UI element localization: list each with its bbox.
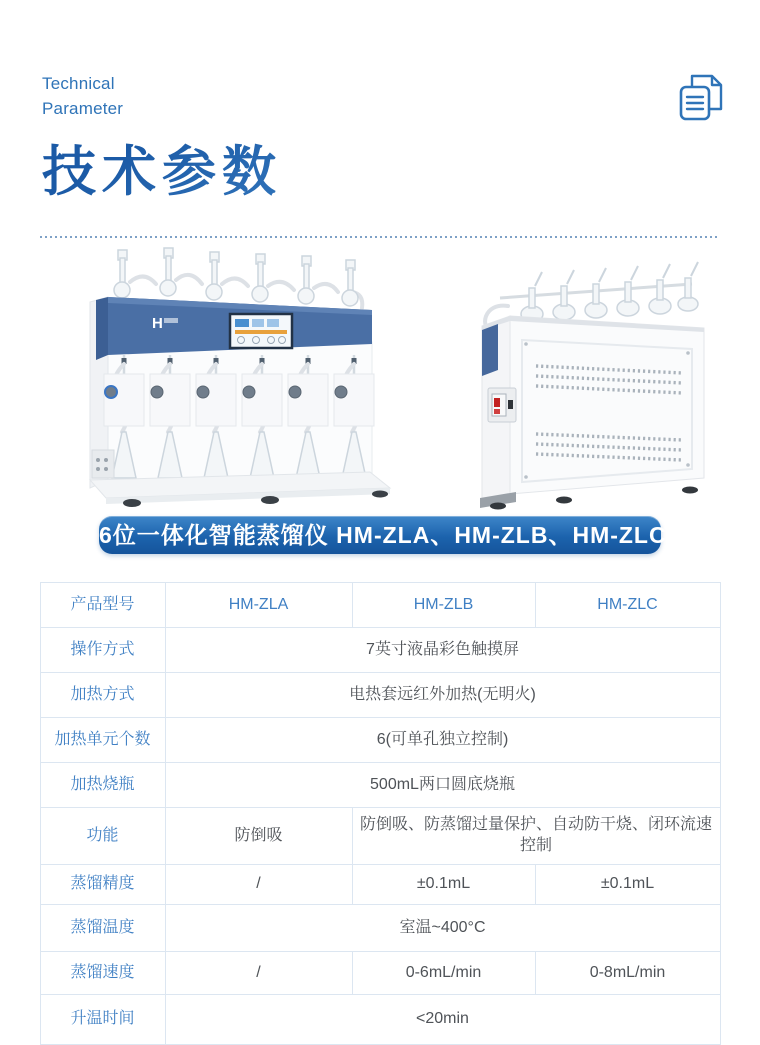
table-cell: ±0.1mL bbox=[535, 865, 720, 905]
table-row bbox=[40, 905, 720, 952]
table-row bbox=[40, 865, 720, 905]
table-cell: 6(可单孔独立控制) bbox=[165, 718, 720, 763]
product-model-banner: 6位一体化智能蒸馏仪 HM-ZLA、HM-ZLB、HM-ZLC bbox=[99, 516, 661, 554]
table-cell: 0-8mL/min bbox=[535, 952, 720, 995]
brand-logo-letter: H bbox=[152, 315, 163, 333]
table-row bbox=[40, 952, 720, 995]
row-label: 加热方式 bbox=[40, 673, 165, 718]
header bbox=[0, 0, 760, 206]
product-images bbox=[0, 238, 760, 506]
row-label: 蒸馏温度 bbox=[40, 905, 165, 952]
row-label: 产品型号 bbox=[40, 583, 165, 628]
table-cell: HM-ZLC bbox=[535, 583, 720, 628]
row-label: 蒸馏速度 bbox=[40, 952, 165, 995]
page-title: 技术参数 bbox=[42, 129, 720, 206]
table-cell: / bbox=[165, 865, 352, 905]
eyebrow-line1: Technical bbox=[42, 74, 115, 93]
row-label: 加热烧瓶 bbox=[40, 763, 165, 808]
table-row bbox=[40, 808, 720, 865]
eyebrow-text bbox=[42, 72, 720, 121]
table-cell: HM-ZLA bbox=[165, 583, 352, 628]
row-label: 操作方式 bbox=[40, 628, 165, 673]
table-cell: 室温~400°C bbox=[165, 905, 720, 952]
row-label: 加热单元个数 bbox=[40, 718, 165, 763]
table-cell: / bbox=[165, 952, 352, 995]
row-label: 功能 bbox=[40, 808, 165, 865]
table-row bbox=[40, 583, 720, 628]
row-label: 蒸馏精度 bbox=[40, 865, 165, 905]
spec-table bbox=[40, 582, 721, 1045]
table-cell: ±0.1mL bbox=[352, 865, 535, 905]
table-cell: 7英寸液晶彩色触摸屏 bbox=[165, 628, 720, 673]
distiller-front-view-image bbox=[60, 242, 390, 506]
table-cell: 500mL两口圆底烧瓶 bbox=[165, 763, 720, 808]
table-row bbox=[40, 995, 720, 1045]
table-row bbox=[40, 718, 720, 763]
table-row bbox=[40, 763, 720, 808]
table-cell: 电热套远红外加热(无明火) bbox=[165, 673, 720, 718]
distiller-rear-view-image bbox=[454, 248, 722, 506]
table-cell: 0-6mL/min bbox=[352, 952, 535, 995]
eyebrow-line2: Parameter bbox=[42, 98, 124, 118]
table-row bbox=[40, 628, 720, 673]
copy-pages-icon bbox=[676, 72, 726, 124]
table-cell: <20min bbox=[165, 995, 720, 1045]
table-row bbox=[40, 673, 720, 718]
table-cell: 防倒吸 bbox=[165, 808, 352, 865]
row-label: 升温时间 bbox=[40, 995, 165, 1045]
table-cell: 防倒吸、防蒸馏过量保护、自动防干烧、闭环流速控制 bbox=[352, 808, 720, 865]
table-cell: HM-ZLB bbox=[352, 583, 535, 628]
